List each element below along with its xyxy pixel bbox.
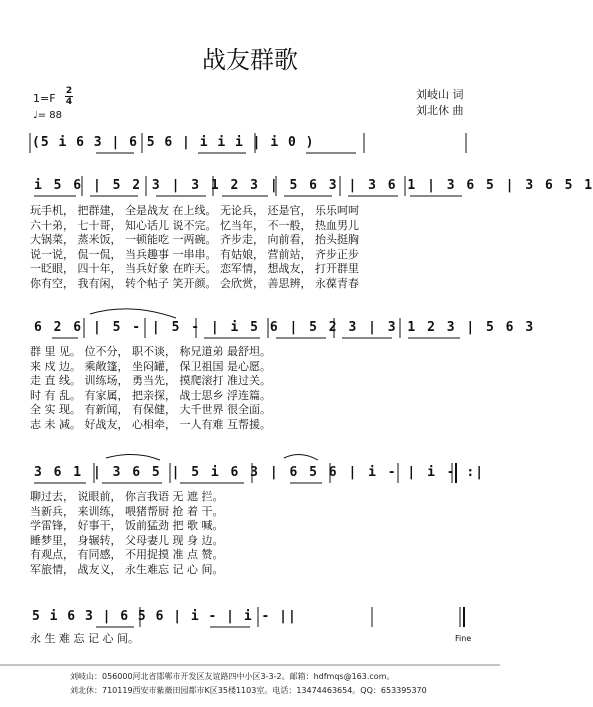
intro-notes: (5 i 6 3 | 6 5 6 | i i i | i 0 ) — [32, 135, 315, 150]
row1-verse-2: 六十弟， 七十哥， 知心话儿 说不完。 忆当年， 不一般， 热血男儿 — [30, 218, 359, 232]
footer-contact-composer: 刘北休：710119西安市紫薇田园都市K区35楼1103室。电话：13474463654。QQ：653395370 — [70, 686, 427, 695]
row2-verse-4: 时 有 乱。 有家属， 把亲探， 战士思乡 浮连篇。 — [30, 388, 271, 402]
row2-lyrics — [30, 345, 271, 433]
row1-lyrics — [30, 204, 359, 292]
row1-verse-6: 你有空， 我有闲， 转个帖子 笑开颜。 会欣赏， 善思辨， 永葆青春 — [30, 276, 359, 290]
lyricist-credit: 刘岐山 词 — [416, 88, 464, 101]
row1-notes: i 5 6 | 5 2 3 | 3 1 2 3 | 5 6 3 | 3 6 1 | 3 6 5 | 3 6 5 1 — [34, 178, 593, 193]
row3-verse-4: 睡梦里， 身辗转， 父母妻儿 现 身 边。 — [30, 533, 224, 547]
fine-marking: Fine — [455, 634, 472, 643]
row2-verse-5: 全 实 现。 有新闻， 有保健， 大千世界 很全面。 — [30, 403, 271, 417]
row3-notes: 3 6 1 | 3 6 5 | 5 i 6 3 | 6 5 6 | i - | i - :| — [34, 465, 485, 480]
row2-verse-3: 走 直 线。 训练场， 勇当先， 摸爬滚打 准过关。 — [30, 374, 271, 388]
row4-notes: 5 i 6 3 | 6 5 6 | i - | i - || — [32, 609, 297, 624]
time-signature — [65, 86, 73, 107]
composer-credit: 刘北休 曲 — [416, 104, 464, 117]
row3-verse-5: 有观点， 有同感， 不用捉摸 准 点 赞。 — [30, 548, 224, 562]
meter-top: 2 — [65, 86, 73, 96]
row2-notes: 6 2 6 | 5 - | 5 - | i 5 6 | 5 2 3 | 3 1 2 3 | 5 6 3 — [34, 320, 535, 335]
row1-verse-3: 大锅菜， 蒸米饭， 一顿能吃 一两碗。 齐步走， 向前看， 抬头挺胸 — [30, 233, 359, 247]
footer-contact-lyricist: 刘岐山：056000河北省邯郸市开发区友谊路四中小区3-3-2。邮箱：hdfmqs@163.com。 — [70, 672, 395, 681]
row1-verse-5: 一眨眼， 四十年， 当兵好象 在昨天。 恋军情， 想战友， 打开群里 — [30, 262, 359, 276]
row2-verse-2: 来 戍 边。 乘敞篷， 坐闷罐， 保卫祖国 是心愿。 — [30, 359, 271, 373]
song-title: 战友群歌 — [202, 46, 298, 74]
row3-verse-1: 聊过去， 说眼前， 你言我语 无 遮 拦。 — [30, 490, 224, 503]
row4-lyrics: 永 生 难 忘 记 心 间。 — [30, 632, 139, 645]
key-signature: 1=F — [33, 92, 56, 105]
row3-verse-6: 军旅情， 战友义， 永生难忘 记 心 间。 — [30, 562, 224, 576]
row3-lyrics — [30, 490, 223, 578]
meter-bottom: 4 — [65, 97, 73, 107]
row3-verse-3: 学雷锋， 好事干， 饭前猛劲 把 歌 喊。 — [30, 519, 224, 533]
tempo-marking: ♩= 88 — [33, 110, 62, 121]
row1-verse-1: 玩手机， 把群建， 全是战友 在上线。 无论兵， 还是官， 乐乐呵呵 — [30, 204, 359, 217]
row2-verse-6: 志 未 减。 好战友， 心相牵， 一人有难 互帮援。 — [30, 417, 271, 431]
row1-verse-4: 说一说， 侃一侃， 当兵趣事 一串串。 有姑娘， 营前站， 齐步正步 — [30, 247, 359, 261]
row2-verse-1: 群 里 见。 位不分， 职不谈， 称兄道弟 最舒坦。 — [30, 345, 271, 358]
row3-verse-2: 当新兵， 来训练， 喂猪帮厨 抢 着 干。 — [30, 504, 224, 518]
